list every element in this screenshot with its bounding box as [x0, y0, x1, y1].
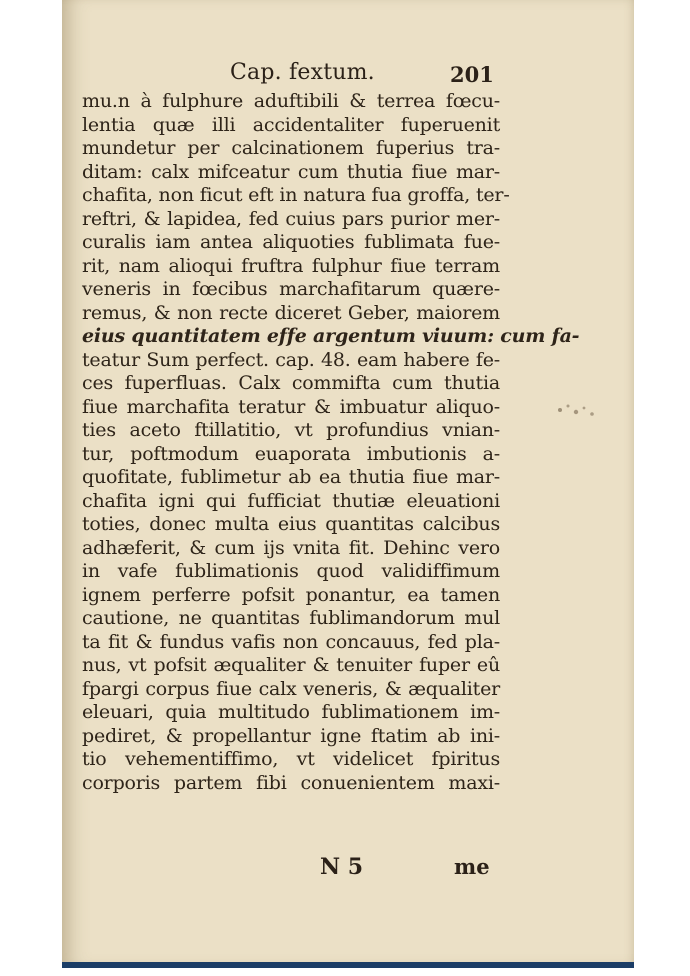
ink-blot-mark	[550, 392, 600, 432]
text-line: corporis partem fibi conuenientem maxi-	[82, 771, 500, 794]
text-line: veneris in fœcibus marchafitarum quære-	[82, 278, 500, 300]
catchword: me	[454, 854, 490, 879]
page-number: 201	[450, 62, 494, 87]
text-line: tur, poftmodum euaporata imbutionis a-	[82, 442, 500, 465]
text-line: nus, vt pofsit æqualiter & tenuiter fuper eû	[82, 654, 500, 676]
text-line: fiue marchafita teratur & imbuatur aliquo-	[82, 395, 500, 418]
text-line: tio vehementiffimo, vt videlicet fpiritus	[82, 748, 500, 770]
text-line: mu.n à fulphure aduftibili & terrea fœcu-	[82, 90, 500, 112]
text-line: adhæferit, & cum ijs vnita fit. Dehinc vero	[82, 536, 500, 559]
text-line: reftri, & lapidea, fed cuius pars purior mer-	[82, 207, 500, 230]
text-line: in vafe fublimationis quod validiffimum	[82, 560, 500, 582]
text-line: ties aceto ftillatitio, vt profundius vnian-	[82, 419, 500, 441]
signature-mark: N 5	[320, 854, 364, 880]
text-line: teatur Sum perfect. cap. 48. eam habere fe-	[82, 348, 500, 371]
text-line: fpargi corpus fiue calx veneris, & æqualiter	[82, 677, 500, 700]
body-text	[82, 90, 580, 795]
text-line: rit, nam alioqui fruftra fulphur fiue terram	[82, 254, 500, 277]
text-line: toties, donec multa eius quantitas calcibus	[82, 513, 500, 535]
text-line: eleuari, quia multitudo fublimationem im-	[82, 701, 500, 723]
page-header	[62, 58, 634, 88]
page-footer	[62, 852, 634, 882]
text-line: mundetur per calcinationem fuperius tra-	[82, 137, 500, 159]
text-line: chafita igni qui fufficiat thutiæ eleuationi	[82, 489, 500, 512]
text-line: chafita, non ficut eft in natura fua groffa, ter-	[82, 184, 510, 206]
scan-edge-bar	[62, 962, 634, 968]
text-line: ces fuperfluas. Calx commifta cum thutia	[82, 372, 500, 394]
text-line: remus, & non recte diceret Geber, maiorem	[82, 301, 500, 324]
text-line: ditam: calx mifceatur cum thutia fiue mar-	[82, 160, 500, 183]
text-line-italic: eius quantitatem effe argentum viuum: cum fa-	[82, 325, 580, 347]
text-line: ignem perferre pofsit ponantur, ea tamen	[82, 583, 500, 606]
text-line: quofitate, fublimetur ab ea thutia fiue mar-	[82, 466, 500, 488]
running-head: Cap. fextum.	[230, 60, 375, 85]
text-line: lentia quæ illi accidentaliter fuperuenit	[82, 113, 500, 136]
text-line: pediret, & propellantur igne ftatim ab ini-	[82, 724, 500, 747]
text-line: curalis iam antea aliquoties fublimata fue-	[82, 231, 500, 253]
text-line: cautione, ne quantitas fublimandorum mul	[82, 607, 500, 629]
book-page	[62, 0, 634, 964]
text-line: ta fit & fundus vafis non concauus, fed pla-	[82, 630, 500, 653]
